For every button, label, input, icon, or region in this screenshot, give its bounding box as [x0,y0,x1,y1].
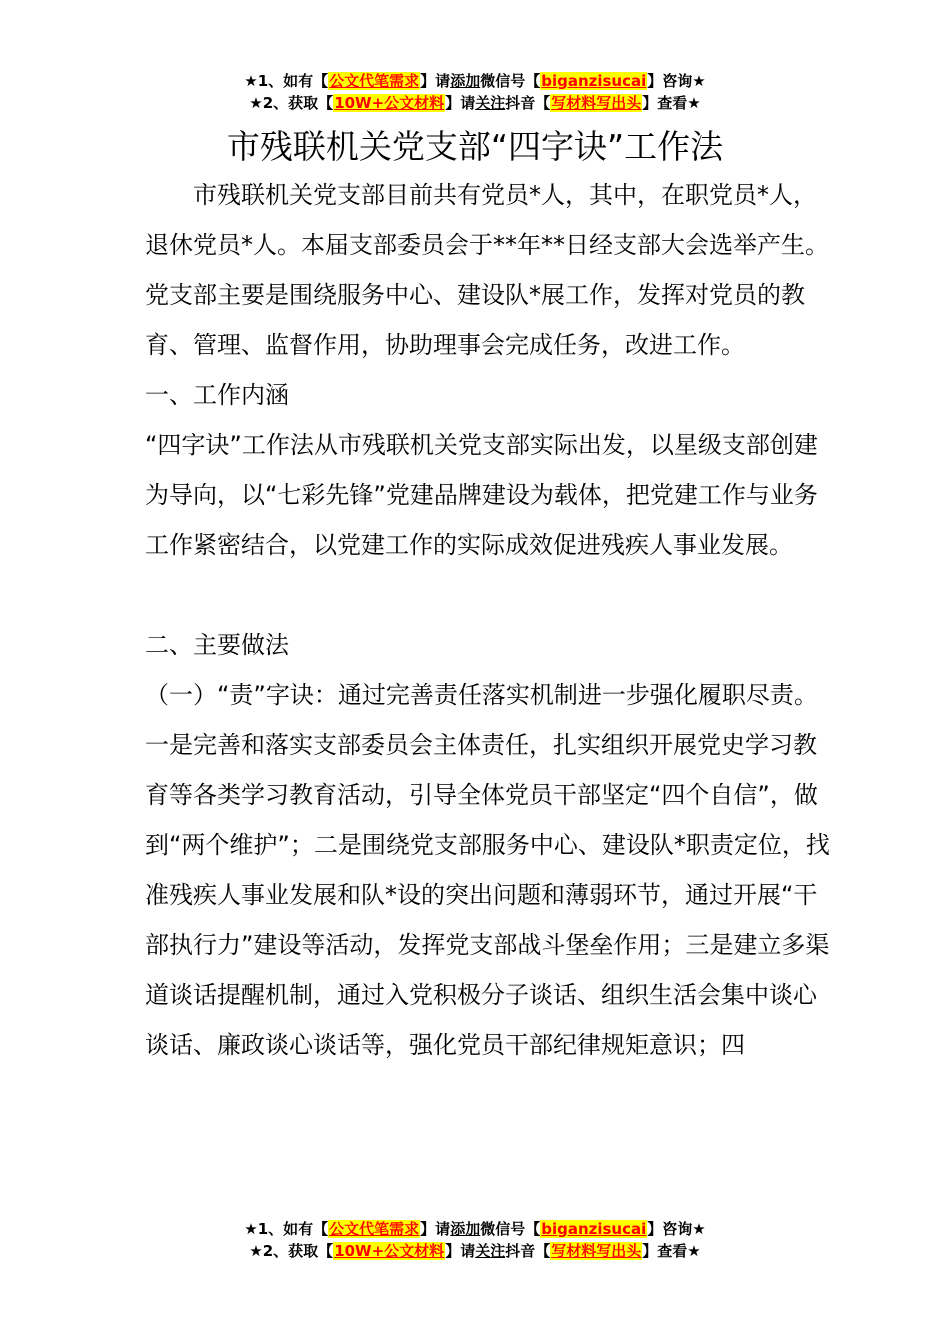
promo-notice-bottom [0,1218,950,1262]
section-1-heading: 一、工作内涵 [145,381,289,409]
highlight-douyin: 写材料写出头 [551,94,642,112]
document-title: 市残联机关党支部“四字诀”工作法 [226,127,724,166]
highlight-service: 公文代笔需求 [329,72,420,90]
promo-line-2: ★2、获取【10W+公文材料】请关注抖音【写材料写出头】查看★ [249,94,701,112]
highlight-wechat-id: biganzisucai [541,1220,647,1238]
promo-line-2: ★2、获取【10W+公文材料】请关注抖音【写材料写出头】查看★ [249,1242,701,1260]
highlight-materials: 10W+公文材料 [334,1242,445,1260]
section-2-paragraph: （一）“责”字诀：通过完善责任落实机制进一步强化履职尽责。一是完善和落实支部委员会主体责任，扎实组织开展党史学习教育等各类学习教育活动，引导全体党员干部坚定“四个自信”，做到“两个维护”；二是围绕党支部服务中心、建设队*职责定位，找准残疾人事业发展和队*设的突出问题和薄弱环节，通过开展“干部执行力”建设等活动，发挥党支部战斗堡垒作用；三是建立多渠道谈话提醒机制，通过入党积极分子谈话、组织生活会集中谈心谈话、廉政谈心谈话等，强化党员干部纪律规矩意识；四 [145,681,830,1059]
document-body [145,170,835,1070]
blank-line [145,570,835,620]
highlight-service: 公文代笔需求 [329,1220,420,1238]
promo-notice-top [0,70,950,114]
highlight-materials: 10W+公文材料 [334,94,445,112]
promo-line-1: ★1、如有【公文代笔需求】请添加微信号【biganzisucai】咨询★ [244,72,706,90]
highlight-wechat-id: biganzisucai [541,72,647,90]
section-1-paragraph: “四字诀”工作法从市残联机关党支部实际出发，以星级支部创建为导向，以“七彩先锋”党建品牌建设为载体，把党建工作与业务工作紧密结合，以党建工作的实际成效促进残疾人事业发展。 [145,431,818,559]
highlight-douyin: 写材料写出头 [551,1242,642,1260]
intro-paragraph: 市残联机关党支部目前共有党员*人，其中，在职党员*人，退休党员*人。本届支部委员会于**年**日经支部大会选举产生。党支部主要是围绕服务中心、建设队*展工作，发挥对党员的教育、管理、监督作用，协助理事会完成任务，改进工作。 [145,181,829,359]
section-2-heading: 二、主要做法 [145,631,289,659]
promo-line-1: ★1、如有【公文代笔需求】请添加微信号【biganzisucai】咨询★ [244,1220,706,1238]
